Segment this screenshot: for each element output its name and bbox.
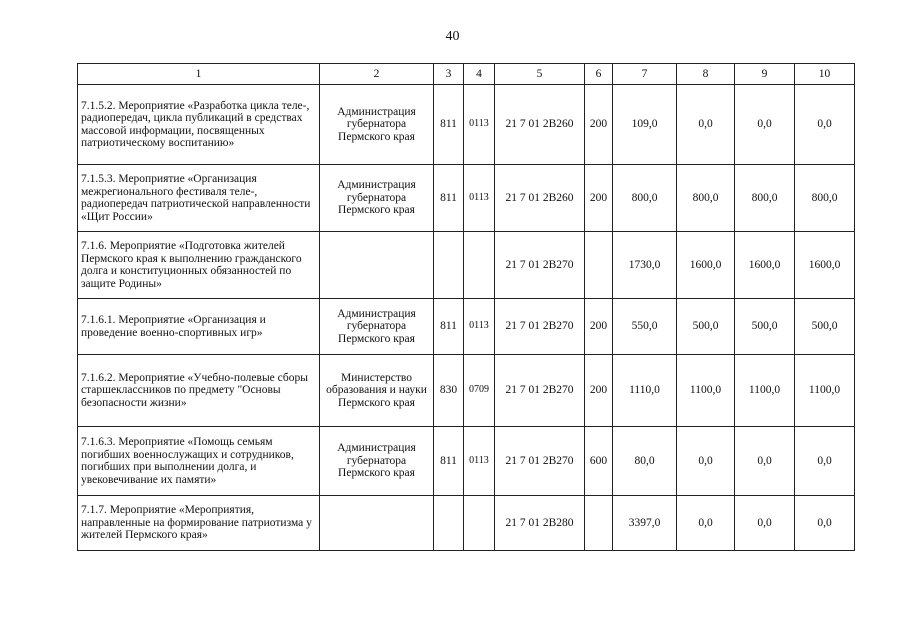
amount-year-3: 0,0 <box>735 85 795 165</box>
column-header: 5 <box>495 64 585 85</box>
amount-year-4: 500,0 <box>795 299 855 355</box>
expense-type-code: 200 <box>585 85 613 165</box>
target-item-code: 21 7 01 2В270 <box>495 299 585 355</box>
executor: Администрация губернатора Пермского края <box>320 299 434 355</box>
section-code: 0113 <box>464 165 495 232</box>
table-row <box>78 427 855 496</box>
table-row <box>78 496 855 551</box>
amount-year-3: 0,0 <box>735 427 795 496</box>
executor: Администрация губернатора Пермского края <box>320 85 434 165</box>
activity-name: 7.1.5.2. Мероприятие «Разработка цикла теле-, радиопередач, цикла публикаций в средствах массовой информации, посвященных патриотическому воспитанию» <box>78 85 320 165</box>
column-header: 10 <box>795 64 855 85</box>
amount-year-2: 0,0 <box>677 496 735 551</box>
amount-year-1: 80,0 <box>613 427 677 496</box>
amount-year-3: 0,0 <box>735 496 795 551</box>
grbs-code <box>434 496 464 551</box>
amount-year-3: 1600,0 <box>735 232 795 299</box>
activity-name: 7.1.6.2. Мероприятие «Учебно-полевые сборы старшеклассников по предмету "Основы безопасности жизни» <box>78 355 320 427</box>
column-header: 6 <box>585 64 613 85</box>
amount-year-3: 500,0 <box>735 299 795 355</box>
expense-type-code <box>585 232 613 299</box>
amount-year-2: 1600,0 <box>677 232 735 299</box>
amount-year-4: 0,0 <box>795 496 855 551</box>
grbs-code: 811 <box>434 299 464 355</box>
column-header: 3 <box>434 64 464 85</box>
activity-name: 7.1.6. Мероприятие «Подготовка жителей Пермского края к выполнению гражданского долга и конституционных обязанностей по защите Родины» <box>78 232 320 299</box>
section-code <box>464 232 495 299</box>
grbs-code: 811 <box>434 85 464 165</box>
table-row <box>78 299 855 355</box>
column-header: 8 <box>677 64 735 85</box>
amount-year-2: 0,0 <box>677 427 735 496</box>
target-item-code: 21 7 01 2В280 <box>495 496 585 551</box>
activity-name: 7.1.6.1. Мероприятие «Организация и проведение военно-спортивных игр» <box>78 299 320 355</box>
grbs-code: 811 <box>434 165 464 232</box>
executor: Администрация губернатора Пермского края <box>320 427 434 496</box>
amount-year-3: 1100,0 <box>735 355 795 427</box>
activity-name: 7.1.7. Мероприятие «Мероприятия, направленные на формирование патриотизма у жителей Пермского края» <box>78 496 320 551</box>
grbs-code: 811 <box>434 427 464 496</box>
column-header: 2 <box>320 64 434 85</box>
amount-year-4: 1600,0 <box>795 232 855 299</box>
executor: Администрация губернатора Пермского края <box>320 165 434 232</box>
amount-year-1: 1110,0 <box>613 355 677 427</box>
column-header: 9 <box>735 64 795 85</box>
expense-type-code: 600 <box>585 427 613 496</box>
target-item-code: 21 7 01 2В260 <box>495 85 585 165</box>
table-row <box>78 232 855 299</box>
section-code: 0113 <box>464 299 495 355</box>
amount-year-4: 800,0 <box>795 165 855 232</box>
expense-type-code: 200 <box>585 165 613 232</box>
target-item-code: 21 7 01 2В270 <box>495 232 585 299</box>
column-header: 1 <box>78 64 320 85</box>
activity-name: 7.1.5.3. Мероприятие «Организация межрегионального фестиваля теле-, радиопередач патриотической направленности «Щит России» <box>78 165 320 232</box>
page-number: 40 <box>445 29 460 44</box>
target-item-code: 21 7 01 2В270 <box>495 427 585 496</box>
target-item-code: 21 7 01 2В270 <box>495 355 585 427</box>
amount-year-1: 550,0 <box>613 299 677 355</box>
amount-year-2: 0,0 <box>677 85 735 165</box>
grbs-code: 830 <box>434 355 464 427</box>
column-header: 4 <box>464 64 495 85</box>
amount-year-4: 0,0 <box>795 85 855 165</box>
expense-type-code: 200 <box>585 299 613 355</box>
header-row <box>78 64 855 85</box>
amount-year-3: 800,0 <box>735 165 795 232</box>
section-code <box>464 496 495 551</box>
amount-year-1: 800,0 <box>613 165 677 232</box>
grbs-code <box>434 232 464 299</box>
table-row <box>78 355 855 427</box>
executor <box>320 232 434 299</box>
amount-year-4: 0,0 <box>795 427 855 496</box>
amount-year-1: 3397,0 <box>613 496 677 551</box>
expense-type-code <box>585 496 613 551</box>
executor: Министерство образования и науки Пермского края <box>320 355 434 427</box>
amount-year-2: 800,0 <box>677 165 735 232</box>
section-code: 0113 <box>464 85 495 165</box>
target-item-code: 21 7 01 2В260 <box>495 165 585 232</box>
activity-name: 7.1.6.3. Мероприятие «Помощь семьям погибших военнослужащих и сотрудников, погибших при выполнении долга, и увековечивание их памяти» <box>78 427 320 496</box>
executor <box>320 496 434 551</box>
budget-table <box>77 63 855 551</box>
section-code: 0709 <box>464 355 495 427</box>
amount-year-1: 1730,0 <box>613 232 677 299</box>
expense-type-code: 200 <box>585 355 613 427</box>
amount-year-4: 1100,0 <box>795 355 855 427</box>
amount-year-1: 109,0 <box>613 85 677 165</box>
amount-year-2: 1100,0 <box>677 355 735 427</box>
column-header: 7 <box>613 64 677 85</box>
amount-year-2: 500,0 <box>677 299 735 355</box>
table-row <box>78 85 855 165</box>
table-row <box>78 165 855 232</box>
section-code: 0113 <box>464 427 495 496</box>
